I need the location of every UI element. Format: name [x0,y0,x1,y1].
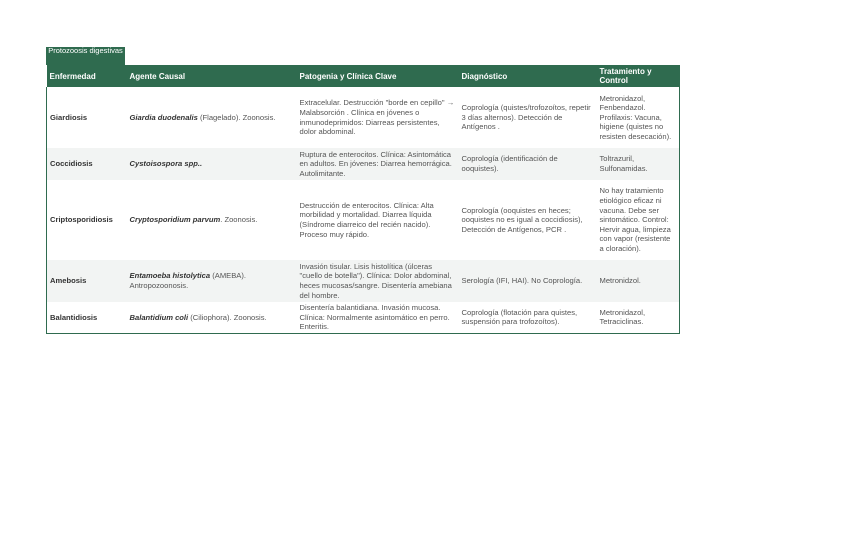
cell-agent [127,180,297,260]
cell-disease: Giardiosis [47,87,127,148]
agent-name: Entamoeba histolytica [129,271,211,281]
agent-detail: (Flagelado). Zoonosis. [197,112,276,122]
agent-name: Cryptosporidium parvum [129,215,221,225]
cell-agent [127,302,297,333]
cell-disease: Balantidiosis [47,302,127,333]
table-row [47,87,680,148]
agent-name: Giardia duodenalis [129,112,198,122]
cell-treatment: Metronidazol, Fenbendazol. Profilaxis: Vacuna, higiene (quistes no resisten desecación). [597,87,680,148]
cell-diagnosis: Coprología (quistes/trofozoítos, repetir 3 días alternos). Detección de Antígenos . [461,103,591,132]
table-row [47,302,680,333]
header-agent: Agente Causal [127,65,297,87]
cell-treatment: Toltrazuril, Sulfonamidas. [597,148,680,180]
cell-pathogeny: Ruptura de enterocitos. Clínica: Asintomática en adultos. En jóvenes: Diarrea hemorrágica. Autolimitante. [297,148,459,180]
header-pathogeny: Patogenia y Clínica Clave [297,65,459,87]
cell-disease: Amebosis [47,260,127,302]
cell-pathogeny: Disentería balantidiana. Invasión mucosa. Clínica: Normalmente asintomático en perro. Enteritis. [297,302,459,333]
agent-name: Balantidium coli [129,312,189,322]
cell-diagnosis: Coprología (identificación de ooquistes). [459,148,597,180]
cell-disease: Coccidiosis [47,148,127,180]
cell-pathogeny: Invasión tisular. Lisis histolítica (úlceras "cuello de botella"). Clínica: Dolor abdominal, heces mucosas/sangre. Disentería amebiana del hombre. [297,260,459,302]
sheet-tab[interactable]: Protozoosis digestivas [46,47,125,65]
header-row [47,65,680,87]
protozoosis-table [46,65,680,334]
header-disease: Enfermedad [47,65,127,87]
table-row [47,148,680,180]
cell-pathogeny: Destrucción de enterocitos. Clínica: Alta morbilidad y mortalidad. Diarrea líquida (Síndrome diarreico del recién nacido). Proceso muy rápido. [299,200,434,239]
table-row [47,180,680,260]
cell-treatment: Metronidazol, Tetraciclinas. [597,302,680,333]
cell-pathogeny: Extracelular. Destrucción "borde en cepillo" → Malabsorción . Clínica en jóvenes o inmunodeprimidos: Diarreas persistentes, dolor abdominal. [299,98,455,137]
header-treatment: Tratamiento y Control [597,65,680,87]
agent-detail: (Ciliophora). Zoonosis. [188,312,267,322]
cell-diagnosis: Coprología (flotación para quistes, suspensión para trofozoítos). [459,302,597,333]
cell-treatment: Metronidzol. [597,260,680,302]
header-diagnosis: Diagnóstico [459,65,597,87]
cell-diagnosis: Coprología (ooquistes en heces; ooquistes no es igual a coccidiosis), Detección de Antígenos, PCR . [461,205,583,234]
cell-agent [127,148,297,180]
table-row [47,260,680,302]
cell-treatment: No hay tratamiento etiológico eficaz ni vacuna. Debe ser sintomático. Control: Hervir agua, limpieza con vapor (resistente a cloración). [597,180,680,260]
cell-disease: Criptosporidiosis [47,180,127,260]
agent-detail: (AMEBA). Antropozoonosis. [129,271,246,290]
cell-agent [127,260,297,302]
agent-detail: . Zoonosis. [220,215,258,225]
cell-diagnosis: Serología (IFI, HAI). No Coprología. [459,260,597,302]
agent-name: Cystoisospora spp.. [129,159,203,169]
cell-agent [127,87,297,148]
